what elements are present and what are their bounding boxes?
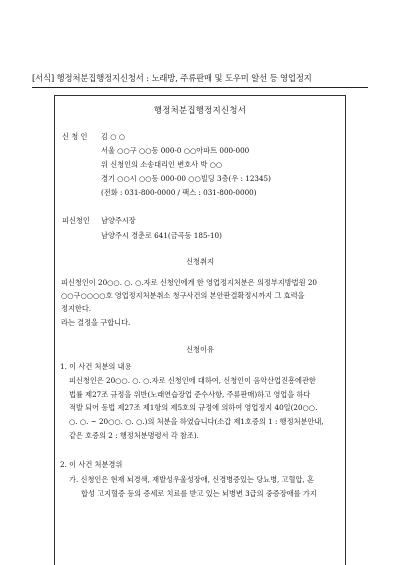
purpose-line: 정지한다. bbox=[61, 304, 92, 313]
reasons-heading: 신청이유 bbox=[186, 345, 214, 354]
respondent-name: 남양주시장 bbox=[101, 216, 136, 225]
form-box bbox=[54, 95, 346, 565]
section1-line: 피신청인은 20○○. ○. ○.자로 신청인에 대하여, 신청인이 음악산업진흥에관한 bbox=[69, 376, 316, 385]
section1-line: 같은 호증의 2 : 행정처분명령서 각 참조). bbox=[69, 431, 199, 440]
section1-line: 법률 제27조 규정을 위반(노래연습장업 준수사항, 주류판매)하고 영업을 하다 bbox=[69, 390, 311, 399]
respondent-label: 피신청인 bbox=[62, 216, 90, 225]
section2-title: 2. 이 사건 처분경위 bbox=[60, 460, 123, 469]
applicant-agent: 위 신청인의 소송대리인 변호사 박 ○○ bbox=[101, 160, 223, 169]
purpose-heading: 신청취지 bbox=[186, 257, 214, 266]
section2-line: 합성 고지혈증 등의 증세로 치료를 받고 있는 뇌병변 3급의 중증장애를 가지 bbox=[81, 489, 317, 498]
agent-address: 경기 ○○시 ○○동 000-00 ○○빌딩 3층(우 : 12345) bbox=[101, 174, 271, 183]
section1-title: 1. 이 사건 처분의 내용 bbox=[60, 362, 132, 371]
section1-line: 적발 되어 동법 제27조 제1항의 제5호의 규정에 의하여 영업정지 40일(20○○. bbox=[69, 403, 318, 412]
purpose-line: ○○구○○○○호 영업정지처분취소 청구사건의 본안판결확정시까지 그 효력을 bbox=[61, 291, 305, 300]
purpose-line: 라는 결정을 구합니다. bbox=[61, 318, 131, 327]
section1-line: ○. ○. ~ 20○○. ○. ○.)의 처분을 하였습니다(소갑 제1호증의 1 : 행정처분안내, bbox=[69, 417, 324, 426]
document-header: [서식] 행정처분집행정지신청서 : 노래방, 주류판매 및 도우미 알선 등 영업정지 bbox=[32, 73, 312, 83]
agent-contact: (전화 : 031-800-0000 / 팩스 : 031-800-0000) bbox=[101, 188, 257, 197]
applicant-label: 신 청 인 bbox=[62, 132, 88, 141]
form-title: 행정처분집행정지신청서 bbox=[153, 105, 247, 115]
applicant-name: 김 ○ ○ bbox=[101, 132, 126, 141]
purpose-line: 피신청인이 20○○. ○. ○.자로 신청인에게 한 영업정지처분은 의정부지방법원 20 bbox=[61, 278, 317, 287]
applicant-address: 서울 ○○구 ○○동 000-0 ○○아파트 000-000 bbox=[101, 146, 250, 155]
header-rule bbox=[32, 87, 368, 88]
respondent-address: 남양주시 경춘로 641(금곡동 185-10) bbox=[101, 231, 222, 240]
section2-line: 가. 신청인은 현재 뇌경색, 재발성우울성장애, 신경병증있는 당뇨병, 고혈압, 혼 bbox=[69, 475, 314, 484]
